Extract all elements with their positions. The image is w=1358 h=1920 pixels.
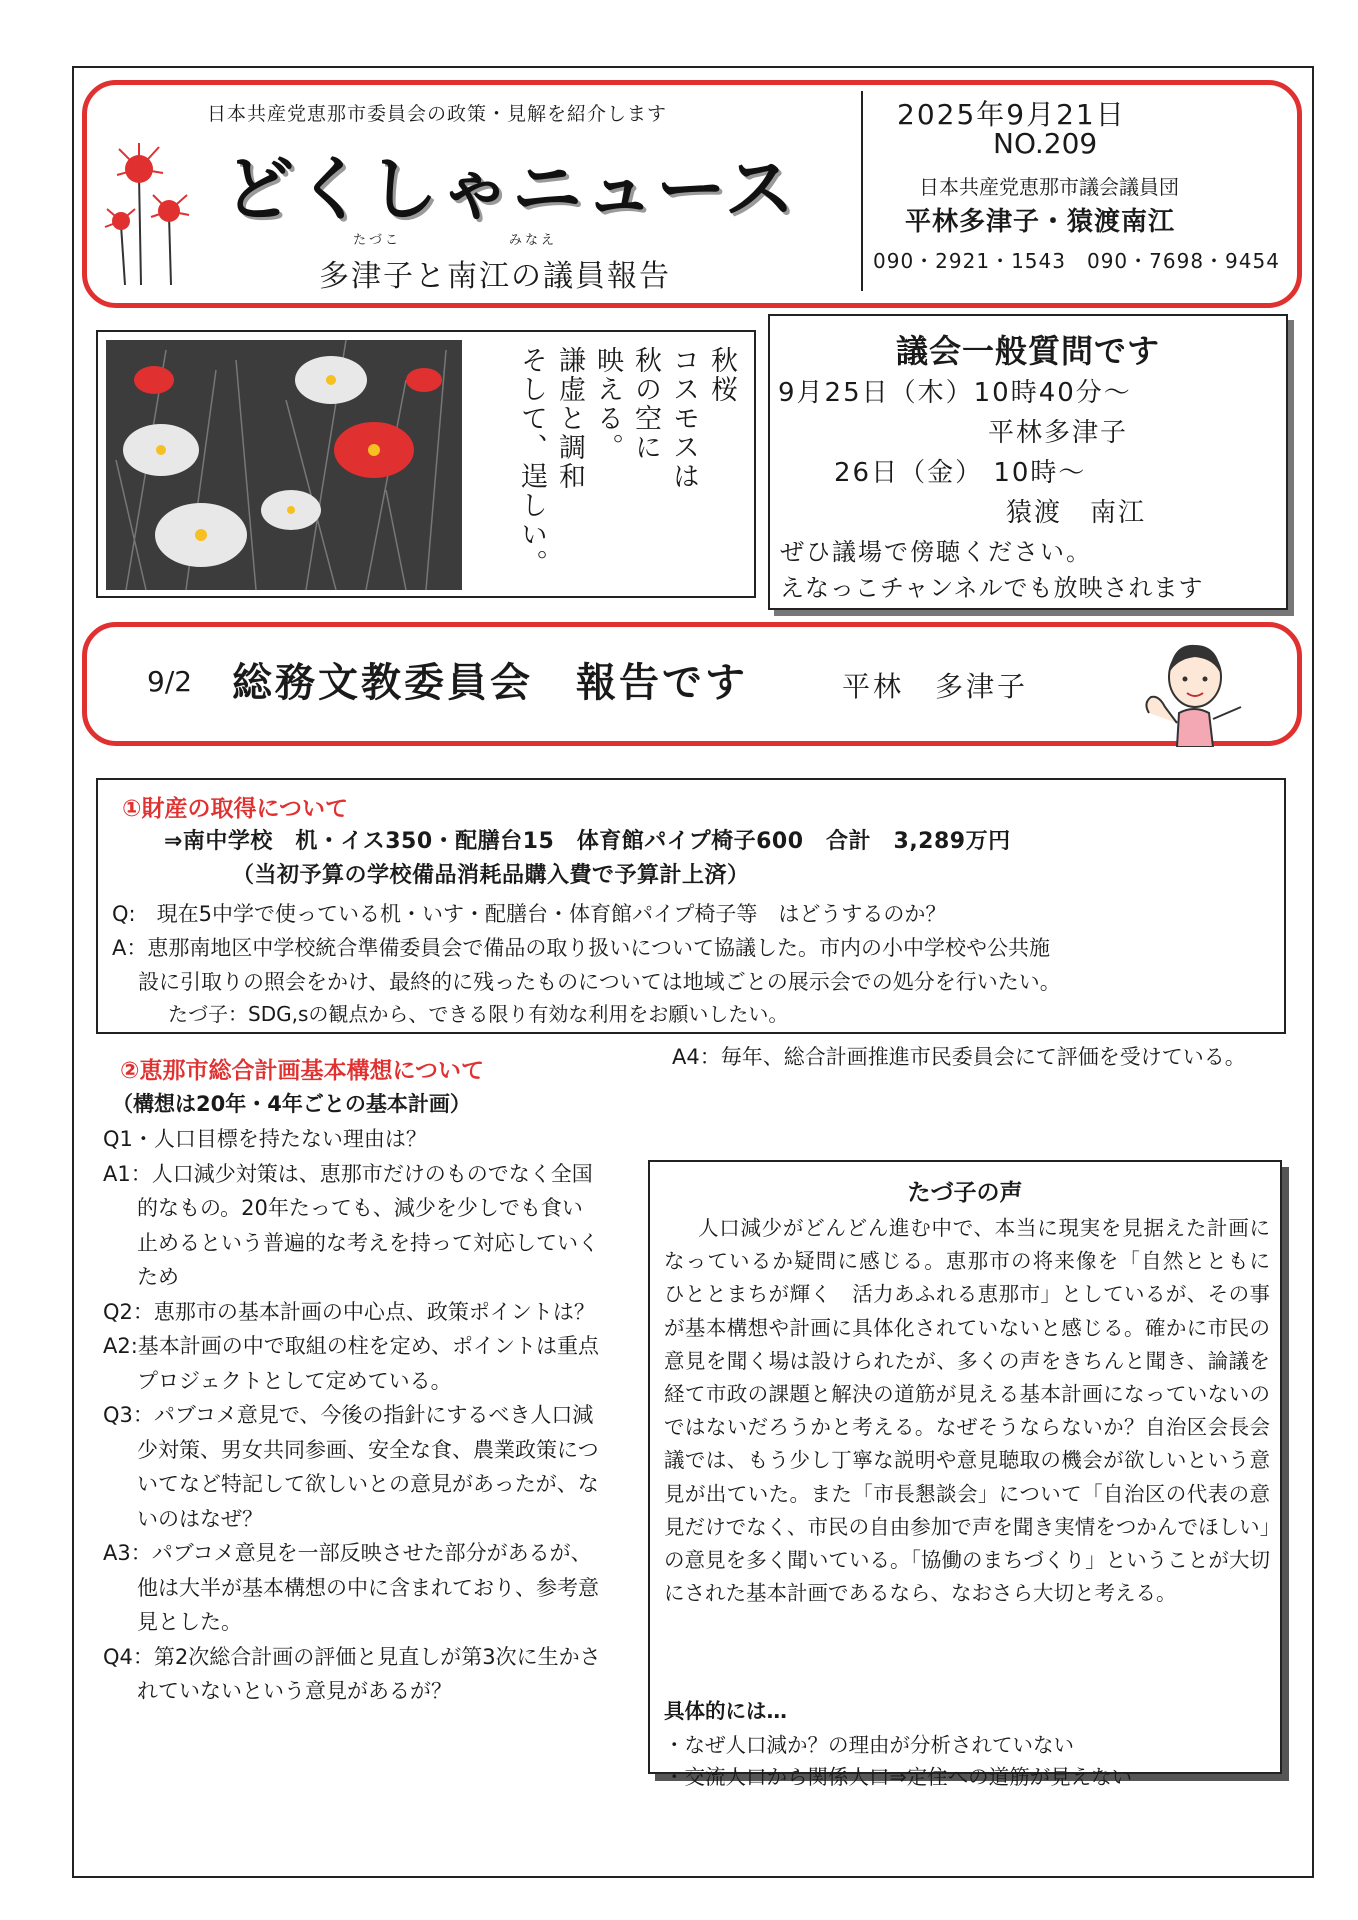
photo-poem-box	[96, 330, 756, 598]
newsletter-title: どくしゃニュース	[224, 148, 797, 230]
section1-heading: ①財産の取得について	[122, 796, 349, 822]
voice-bullet: ・交流人口から関係人口⇒定住への道筋が見えない	[664, 1765, 1133, 1789]
qa-item: Q3：パブコメ意見で、今後の指針にするべき人口減少対策、男女共同参画、安全な食、農業政策についてなど特記して欲しいとの意見があったが、ないのはなぜ？	[103, 1403, 599, 1531]
answer-a4: A4：毎年、総合計画推進市民委員会にて評価を受けている。	[672, 1045, 1246, 1069]
issue-date: 2025年9月21日	[897, 98, 1126, 131]
committee-banner	[82, 622, 1302, 746]
section1-answer-line1: A：恵那南地区中学校統合準備委員会で備品の取り扱いについて協議した。市内の小中学校や公共施	[112, 936, 1050, 960]
reporter-avatar-illustration	[1129, 633, 1259, 747]
qa-list	[103, 1122, 603, 1709]
red-spider-lily-illustration	[99, 135, 211, 285]
newsletter-subtitle: 多津子と南江の議員報告	[319, 259, 671, 294]
poem	[480, 346, 740, 586]
tazuko-voice-box	[648, 1160, 1291, 1789]
notice-title: 議会一般質問です	[895, 332, 1160, 370]
poem-text: 秋桜 コスモスは 秋の空に 映える。 謙虚と調和 そして、逞しい。	[516, 346, 737, 578]
issue-number: NO.209	[993, 127, 1098, 160]
notice-line-4: 猿渡 南江	[1006, 498, 1147, 528]
voice-bullet: ・なぜ人口減か？の理由が分析されていない	[664, 1733, 1074, 1757]
qa-item: Q4：第2次総合計画の評価と見直しが第3次に生かされていないという意見があるが？	[103, 1644, 601, 1703]
banner-title: 総務文教委員会 報告です	[232, 660, 748, 706]
section1-answer-line2: 設に引取りの照会をかけ、最終的に残ったものについては地域ごとの展示会での処分を行いたい。	[138, 970, 1061, 994]
issue-info	[861, 91, 1281, 291]
council-members: 平林多津子・猿渡南江	[905, 207, 1176, 237]
general-question-notice	[768, 314, 1288, 610]
notice-line-5: ぜひ議場で傍聴ください。	[780, 538, 1092, 566]
property-acquisition-section	[96, 778, 1286, 1034]
qa-item: A3：パブコメ意見を一部反映させた部分があるが、他は大半が基本構想の中に含まれており、参考意見とした。	[103, 1541, 599, 1634]
notice-line-1: 9月25日（木）10時40分～	[778, 378, 1132, 408]
notice-line-2: 平林多津子	[988, 418, 1129, 448]
council-group: 日本共産党恵那市議会議員団	[919, 175, 1179, 199]
notice-line-6: えなっこチャンネルでも放映されます	[780, 574, 1204, 602]
voice-specific-label: 具体的には…	[664, 1699, 787, 1723]
section2-heading: ②恵那市総合計画基本構想について	[120, 1058, 485, 1084]
tagline: 日本共産党恵那市委員会の政策・見解を紹介します	[207, 103, 668, 125]
qa-item: A2:基本計画の中で取組の柱を定め、ポイントは重点プロジェクトとして定めている。	[103, 1334, 599, 1393]
section1-item: ⇒南中学校 机・イス350・配膳台15 体育館パイプ椅子600 合計 3,289万円	[164, 829, 1011, 854]
notice-line-3: 26日（金） 10時～	[834, 458, 1087, 488]
qa-item: Q2：恵那市の基本計画の中心点、政策ポイントは？	[103, 1299, 595, 1324]
banner-author: 平林 多津子	[842, 670, 1029, 703]
cosmos-photo	[106, 340, 462, 590]
qa-item: Q1・人口目標を持たない理由は？	[103, 1127, 427, 1151]
section2-subheading: （構想は20年・4年ごとの基本計画）	[112, 1092, 471, 1116]
phone-numbers: 090・2921・1543 090・7698・9454	[873, 249, 1280, 273]
ruby-tazuko: たづこ	[353, 233, 402, 248]
section1-note: （当初予算の学校備品消耗品購入費で予算計上済）	[232, 863, 750, 888]
masthead	[82, 80, 1302, 308]
voice-body: 人口減少がどんどん進む中で、本当に現実を見据えた計画になっているか疑問に感じる。恵那市の将来像を「自然とともに ひととまちが輝く 活力あふれる恵那市」としているが、その事が基本構想や計画に具体化されていないと感じる。確かに市民の意見を聞く場は設けられたが、多くの声をきちんと聞き、論議を経て市政の課題と解決の道筋が見える基本計画になっていないのではないだろうかと考える。なぜそうならないか？自治区会長会議では、もう少し丁寧な説明や意見聴取の機会が欲しいという意見が出ていた。また「市長懇談会」について「自治区の代表の意見だけでなく、市民の自由参加で声を聞き実情をつかんでほしい」の意見を多く聞いている。「協働のまちづくり」ということが大切にされた基本計画であるなら、なおさら大切と考える。	[664, 1216, 1291, 1606]
section1-comment: たづ子：SDG,sの観点から、できる限り有効な利用をお願いしたい。	[168, 1002, 789, 1026]
banner-date: 9/2	[147, 665, 193, 698]
voice-title: たづ子の声	[907, 1180, 1023, 1206]
qa-item: A1：人口減少対策は、恵那市だけのものでなく全国的なもの。20年たっても、減少を少しでも食い止めるという普遍的な考えを持って対応していくため	[103, 1161, 599, 1289]
ruby-minae: みなえ	[509, 233, 558, 248]
section1-question: Q: 現在5中学で使っている机・いす・配膳台・体育館パイプ椅子等 はどうするのか？	[112, 902, 947, 926]
